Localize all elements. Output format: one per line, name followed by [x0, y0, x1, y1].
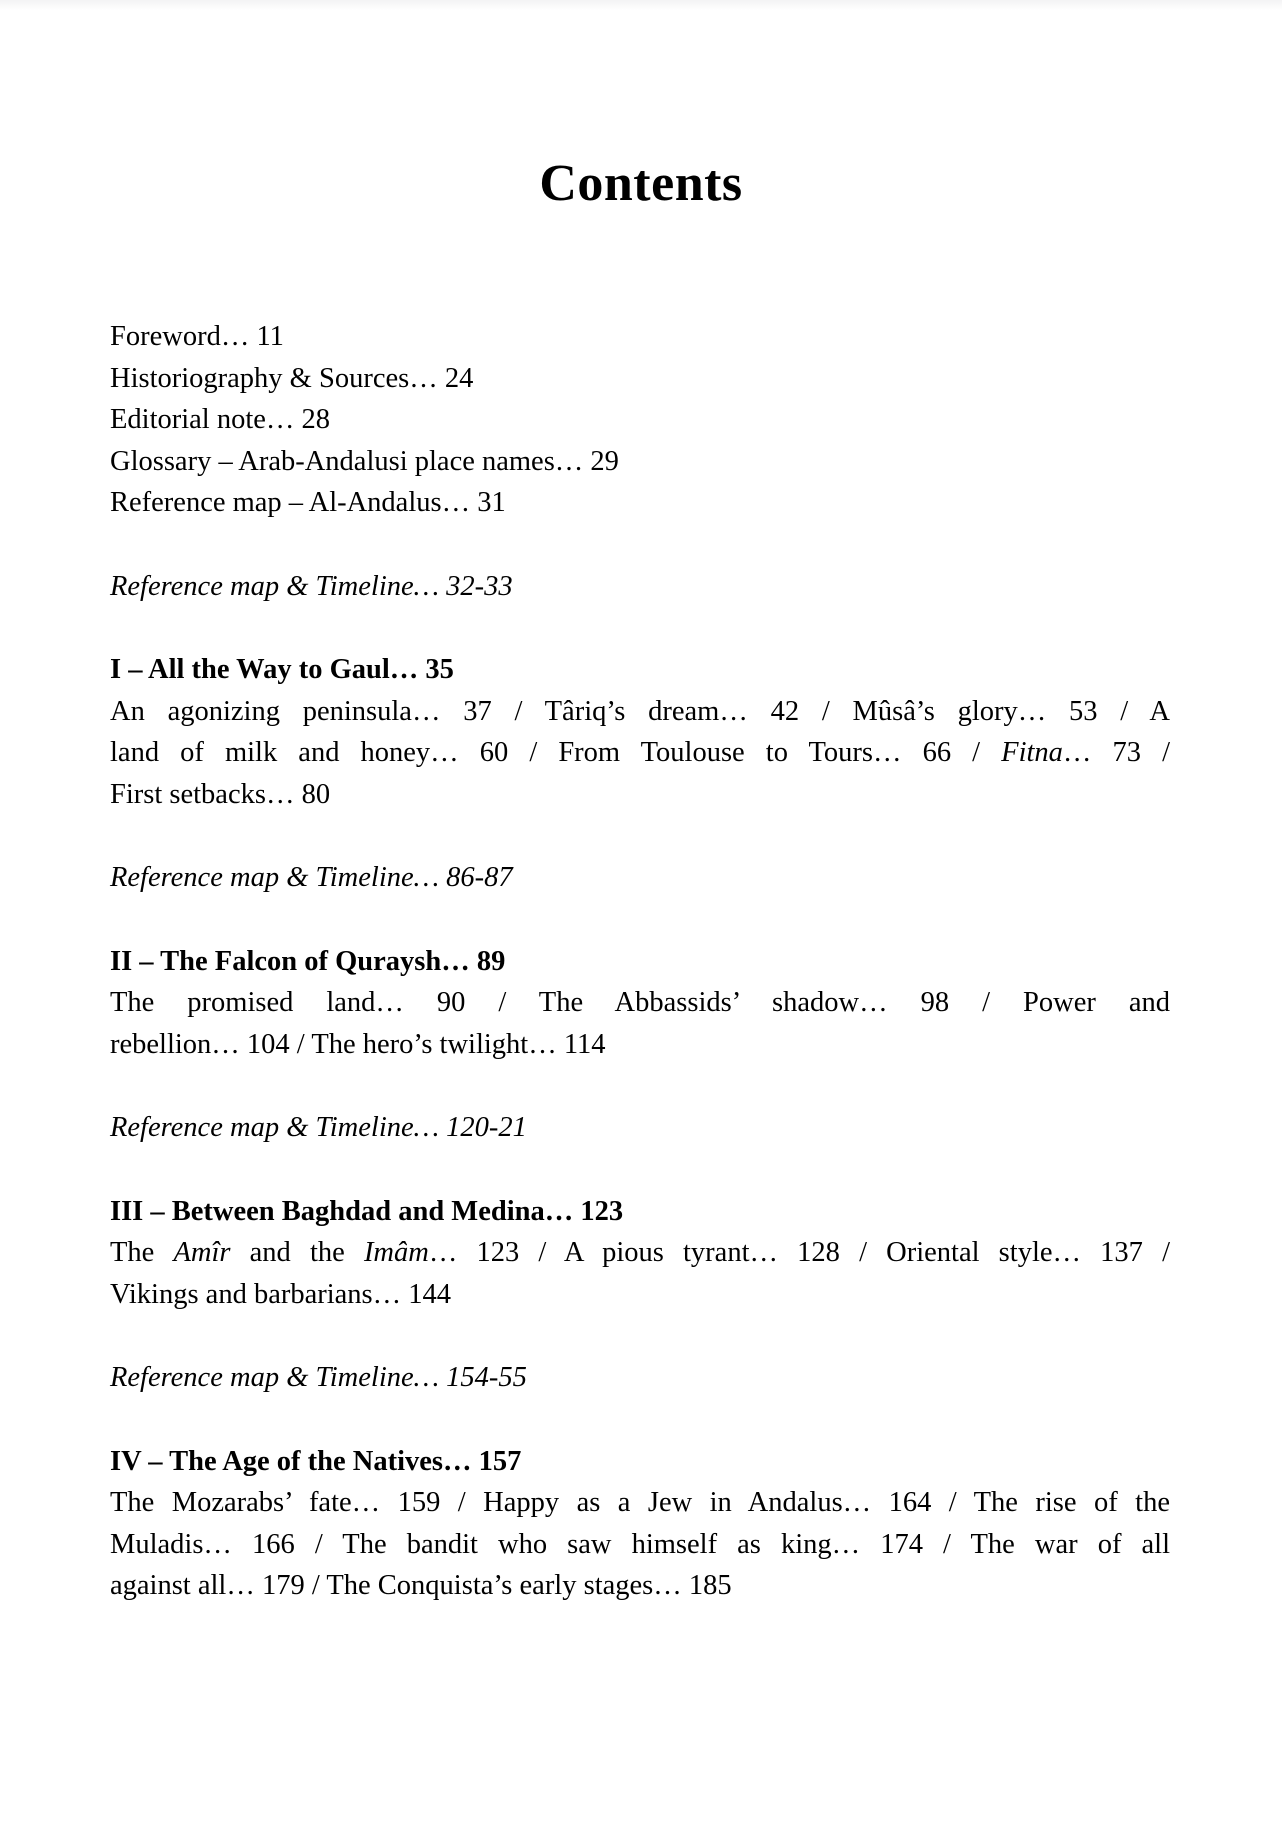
front-matter-entry: Reference map – Al-Andalus… 31 — [110, 487, 506, 518]
table-of-contents — [110, 316, 1170, 1607]
chapter-heading: I – All the Way to Gaul… 35 — [110, 654, 454, 685]
reference-map-timeline-entry — [110, 566, 1170, 608]
reference-map-timeline-entry — [110, 857, 1170, 899]
chapter-heading: II – The Falcon of Quraysh… 89 — [110, 945, 506, 977]
reference-map-timeline-entry — [110, 1357, 1170, 1399]
page-title: Contents — [539, 155, 743, 212]
chapter-body-line: The Amîr and the Imâm… 123 / A pious tyrant… 128 / Oriental style… 137 / — [110, 1237, 1171, 1268]
front-matter-entry: Editorial note… 28 — [110, 404, 331, 435]
front-matter-entry: Historiography & Sources… 24 — [110, 362, 474, 394]
chapter-body-line: rebellion… 104 / The hero’s twilight… 114 — [110, 1028, 606, 1060]
chapter-body-line: The promised land… 90 / The Abbassids’ shadow… 98 / Power and — [110, 987, 1170, 1018]
chapter-body-line: Muladis… 166 / The bandit who saw himself as king… 174 / The war of all — [110, 1528, 1170, 1560]
chapter-body-line: The Mozarabs’ fate… 159 / Happy as a Jew in Andalus… 164 / The rise of the — [110, 1487, 1170, 1518]
chapter-4-block — [110, 1441, 1170, 1607]
front-matter-entry: Foreword… 11 — [110, 321, 284, 352]
chapter-3-block — [110, 1191, 1170, 1316]
front-matter-entry: Glossary – Arab-Andalusi place names… 29 — [110, 445, 619, 477]
map-line-text: Reference map & Timeline… 154-55 — [110, 1362, 527, 1393]
reference-map-timeline-entry — [110, 1107, 1170, 1149]
chapter-body-line: against all… 179 / The Conquista’s early stages… 185 — [110, 1570, 732, 1601]
chapter-body-line: land of milk and honey… 60 / From Toulouse to Tours… 66 / Fitna… 73 / — [110, 737, 1170, 768]
chapter-body-line: Vikings and barbarians… 144 — [110, 1278, 452, 1310]
chapter-body-line: An agonizing peninsula… 37 / Târiq’s dream… 42 / Mûsâ’s glory… 53 / A — [110, 695, 1170, 727]
page-top-edge — [0, 0, 1282, 10]
map-line-text: Reference map & Timeline… 32-33 — [110, 570, 513, 602]
map-line-text: Reference map & Timeline… 120-21 — [110, 1112, 527, 1143]
front-matter-block — [110, 316, 1170, 524]
chapter-heading: IV – The Age of the Natives… 157 — [110, 1445, 522, 1477]
chapter-1-block — [110, 649, 1170, 815]
map-line-text: Reference map & Timeline… 86-87 — [110, 862, 513, 893]
chapter-heading: III – Between Baghdad and Medina… 123 — [110, 1195, 624, 1227]
chapter-2-block — [110, 941, 1170, 1066]
chapter-body-line: First setbacks… 80 — [110, 778, 331, 810]
